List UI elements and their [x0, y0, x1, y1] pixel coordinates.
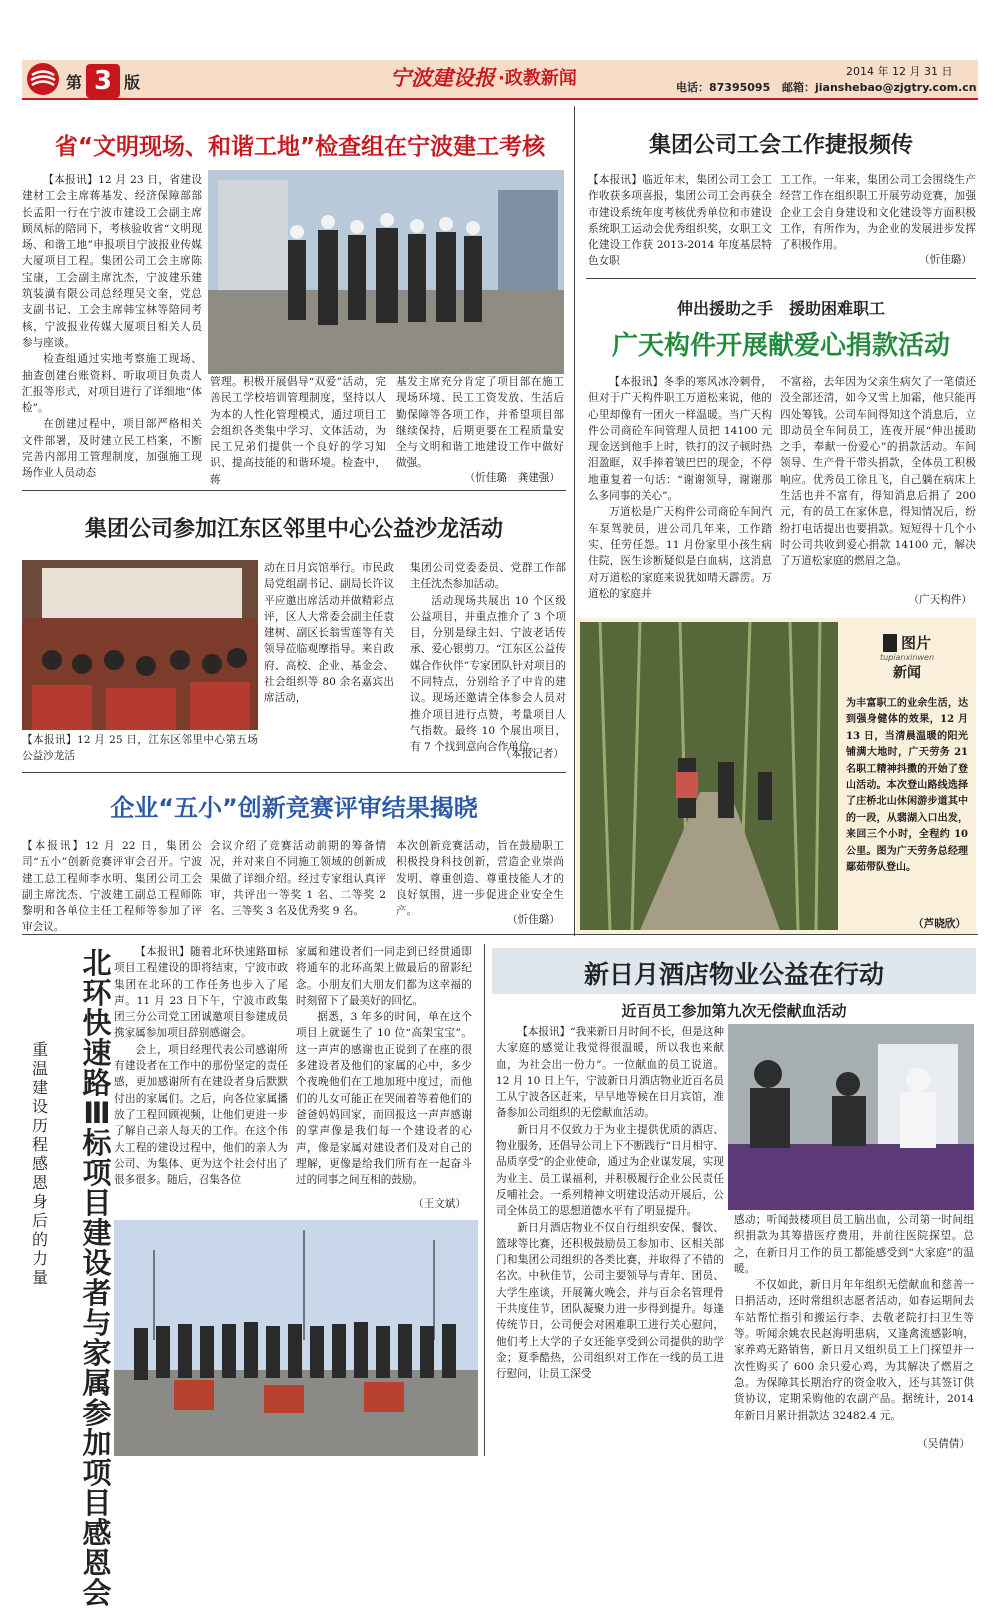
a1-col1-p3: 在创建过程中，项目部严格相关文件部署，及时建立民工档案，不断完善内部用工管理制度，加强施工现场作业人员动态	[22, 418, 202, 480]
a8-subtitle: 近百员工参加第九次无偿献血活动	[621, 1002, 847, 1020]
section-name: ·政教新闻	[498, 68, 577, 89]
logo-icon	[26, 62, 60, 96]
a5-col3: 本次创新竞赛活动，旨在鼓励职工积极投身科技创新，营造企业崇尚发明、尊重创造、尊重技能人才的良好氛围，进一步促进企业安全生产。	[396, 840, 564, 918]
a4-col2-p2: 活动现场共展出 10 个区级公益项目，并重点推介了 3 个项目，分别是绿主妇、宁波老话传承、爱心银剪刀。“江东区公益传媒合作伙伴”专家团队针对项目的不同特点，分别给予了中肯的建议。现场还邀请全体参会人员对推介项目进行点赞，考量项目人气指数。最终 10 个展出项目，有 7 个找到意向合作单位。	[410, 594, 566, 754]
a3-col1-p1: 【本报讯】冬季的寒风冰冷刺骨，但对于广天构件职工万道松来说，他的心里却像有一团火一样温暖。当广天构件公司商砼车间管理人员把 14100 元现金送到他手上时，铁打的汉子顿时热泪盈眶，双手捧着皱巴巴的现金，不停地重复着一句话：“谢谢领导，谢谢那么多同事的关心”。	[588, 376, 772, 503]
a8-col1-p1: 【本报讯】“我来新日月时间不长，但是这种大家庭的感觉让我觉得很温暖，所以我也来献血，为社会出一份力”。一位献血的员工说道。12 月 10 日上午，宁波新日月酒店物业近百名员工从宁波各区赶来，早早地等候在日月宾馆，准备参加公司组织的无偿献血活动。	[496, 1026, 724, 1120]
a7-col2-p2: 据悉，3 年多的时间，单在这个项目上就诞生了 10 位“高架宝宝”。这一声声的感谢也正说到了在座的很多建设者及他们的家属的心中，多少个夜晚他们在工地加班中度过，而他们的儿女可能正在哭闹着等着他们的爸爸妈妈回家，而回报这一声声感谢的掌声像是我们每一个建设者的心声，像是家属对建设者们及对自己的理解，更像是给我们所有在一起奋斗过的同事之间互相的鼓励。	[296, 1011, 472, 1187]
a8-col2-p2: 不仅如此，新日月年年组织无偿献血和慈善一日捐活动，还时常组织志愿者活动，如春运期间去车站帮忙指引和搬运行李、去敬老院打扫卫生等等。听闻余姚农民赵海明患病，又逢禽流感影响，家养鸡无路销售，新日月又组织员工上门探望并一次性购买了 600 余只爱心鸡，为其解决了燃眉之急。为保障其长期治疗的资金收入，还与其签订供货协议，定期采购他的农副产品。据统计，2014 年新日月累计捐款达 32482.4 元。	[734, 1279, 974, 1422]
a7-sign: （王文斌）	[413, 1198, 466, 1210]
a4-sign: （本报记者）	[500, 748, 564, 760]
page-label	[66, 64, 140, 98]
divider	[22, 772, 566, 773]
contact-email: 邮箱：jianshebao@zjgtry.com.cn	[782, 81, 977, 94]
a8-col1-p2: 新日月不仅致力于为业主提供优质的酒店、物业服务，还倡导公司上下不断践行“日月相守、品质享受”的企业使命，通过为企业谋发展，实现为业主、员工谋福利，并积极履行企业公民责任反哺社会。一系列精神文明建设活动开展后，公司全体员工的思想道德水平有了明显提升。	[496, 1123, 724, 1218]
a2-title: 集团公司工会工作捷报频传	[648, 133, 913, 158]
a8-col1-p3: 新日月酒店物业不仅自行组织安保、餐饮、篮球等比赛，还积极鼓励员工参加市、区相关部门和集团公司组织的各类比赛，并取得了不错的名次。中秋佳节，公司主要领导与青年、团员、大学生座谈，开展篝火晚会，并与百余名管理骨干共度佳节，团队凝聚力进一步得到提升。每逢传统节日，公司便会对困难职工进行关心慰问，他们考上大学的子女还能享受到公司提供的助学金；夏季酷热，公司组织对工作在一线的员工进行慰问，让员工深受	[496, 1221, 724, 1381]
a1-col1-p1: 【本报讯】12 月 23 日，省建设建材工会主席蒋基发、经济保障部部长孟阳一行在宁波市建设工会副主席顾凤标的陪同下，考核验收省“文明现场、和谐工地”申报项目宁波报业传媒大厦项目工程。集团公司工会主席陈宝康，工会副主席沈杰，宁波建乐建筑装潢有限公司总经理吴文奎，党总支副书记、工会主席韩宝林等陪同考核，宁波报业传媒大厦项目相关人员参与座谈。	[22, 174, 202, 349]
a8-col2-p1: 感动；听闻鼓楼项目员工脑出血，公司第一时间组织捐款为其筹措医疗费用，并前往医院探望。总之，在新日月工作的员工都能感受到“大家庭”的温暖。	[734, 1214, 974, 1275]
a3-col1-p2: 万道松是广天构件公司商砼车间汽车泵驾驶员，进公司几年来，工作踏实、任劳任怨。11 月份家里小孩生病住院，医生诊断疑似是白血病，这消息对万道松的家庭来说犹如晴天霹雳。万道松的家庭并	[588, 506, 772, 600]
contact-phone: 电话：87395095	[676, 81, 771, 94]
paper-name: 宁波建设报	[390, 65, 495, 90]
a4-title: 集团公司参加江东区邻里中心公益沙龙活动	[84, 517, 503, 542]
a6-sign: （芦晓欣）	[913, 918, 966, 930]
a7-subtitle: 重温建设历程 感恩身后的力量	[31, 1040, 65, 1287]
divider	[22, 490, 566, 491]
page-prefix: 第	[66, 72, 83, 92]
column-divider	[574, 106, 575, 936]
a8-title: 新日月酒店物业公益在行动	[583, 960, 884, 989]
a1-title: 省“文明现场、和谐工地”检查组在宁波建工考核	[54, 134, 546, 160]
a6-badge-word: 新闻	[893, 665, 921, 681]
a8-sign: （吴倩倩）	[917, 1438, 970, 1450]
a4-col1: 动在日月宾馆举行。市民政局党组副书记、副局长许议平应邀出席活动并做精彩点评，区人大常委会副主任袁建树、副区长翁雪莲等有关领导莅临观摩指导。来自政府、高校、企业、基金会、社会组织等 80 余名嘉宾出席活动，	[264, 562, 394, 705]
page-number: 3	[86, 64, 120, 98]
a8-col2	[734, 1212, 974, 1436]
a6-badge-text: 图片	[883, 634, 931, 652]
a4-intro: 【本报讯】12 月 25 日，江东区邻里中心第五场公益沙龙活	[22, 734, 258, 763]
divider	[586, 278, 976, 279]
a8-col1	[496, 1024, 724, 1456]
a6-caption: 为丰富职工的业余生活，达到强身健体的效果，12 月 13 日，当清晨温暖的阳光铺满大地时，广天劳务 21 名职工精神抖擞的开始了登山活动。本次登山路线选择了庄桥北山休闲游步道其中的一段，从翡湖入口出发，来回三个小时，全程约 10 公里。图为广天劳务总经理鄢茹带队登山。	[846, 698, 968, 874]
a3-col2: 不富裕，去年因为父亲生病欠了一笔债还没全部还清，如今又雪上加霜，他只能再四处筹钱。公司车间得知这个消息后，立即动员全车间员工，连夜开展“伸出援助之手，奉献一份爱心”的捐款活动。车间领导、生产骨干带头捐款，全体员工积极响应。优秀员工徐且飞，自己躺在病床上生活也并不富有，得知消息后捐了 200 元，有的员工在家休息，得知情况后，纷纷打电话提出也要捐款。短短得十几个小时公司共收到爱心捐款 14100 元，解决了万道松家庭的燃眉之急。	[780, 376, 976, 568]
a6-photo	[580, 622, 838, 930]
a7-col2	[296, 944, 472, 1192]
a7-photo	[114, 1220, 478, 1456]
a5-title: 企业“五小”创新竞赛评审结果揭晓	[110, 794, 478, 822]
a7-col1-p2: 会上，项目经理代表公司感谢所有建设者在工作中的那份坚定的责任感，更加感谢所有在建设者身后默默付出的家属们。之后，向各位家属播放了工程回顾视频，让他们更进一步了解自己亲人每天的工作。在这个伟大工程的建设过程中，他们的亲人为公司、为集体、更为这个社会付出了很多很多。随后，召集各位	[114, 1043, 288, 1187]
a2-sign: （忻佳璐）	[919, 254, 972, 266]
a5-col1: 【本报讯】12 月 22 日，集团公司“五小”创新竞赛评审会召开。宁波建工总工程师李水明、集团公司工会副主席沈杰、宁波建工副总工程师陈黎明和各单位主任工程师等参加了评审会议。	[22, 840, 202, 934]
a3-col1	[588, 374, 772, 608]
column-divider	[484, 944, 485, 1456]
a1-col1	[22, 172, 202, 482]
a1-col1-p2: 检查组通过实地考察施工现场、抽查创建台账资料、听取项目负责人汇报等形式，对项目进行了详细地“体检”。	[22, 353, 202, 415]
a3-title: 广天构件开展献爱心捐款活动	[611, 331, 950, 361]
a1-col2: 管理。积极开展倡导“双爱”活动，完善民工学校培训管理制度，坚持以人为本的人性化管理模式，通过项目工会组织各类集中学习、文体活动，为民工兄弟们提供一个良好的学习知识、提高技能的和谐环境。检查中，蒋	[210, 376, 386, 486]
a4-col2-p1: 集团公司党委委员、党群工作部主任沈杰参加活动。	[410, 562, 566, 591]
a7-col2-p1: 家属和建设者们一同走到已经贯通即将通车的北环高架上做最后的留影纪念。小朋友们大朋友们都为这幸福的时刻留下了最美好的回忆。	[296, 946, 472, 1007]
a2-col2: 工工作。一年来，集团公司工会围绕生产经营工作在组织职工开展劳动竞赛，加强企业工会自身建设和文化建设等方面积极工作，有所作为，为企业的发展进步发挥了积极作用。	[780, 174, 976, 252]
a1-col3: 基发主席充分肯定了项目部在施工现场环境、民工工资发放、生活后勤保障等各项工作，并希望项目部继续保持，后期更要在工程质量安全与文明和谐工地建设工作中做好做强。	[396, 376, 564, 470]
divider	[22, 934, 978, 935]
a1-sign: （忻佳璐 龚建强）	[464, 472, 560, 484]
a3-sign: （广天构件）	[908, 594, 972, 606]
a7-title: 北环快速路Ⅲ标项目建设者与家属参加项目感恩会	[82, 946, 112, 1610]
a2-col1: 【本报讯】临近年末，集团公司工会工作收获多项喜报，集团公司工会再获全市建设系统年度考核优秀单位和市建设系统职工运动会优秀组织奖，女职工文化建设工作获 2013-2014 年度基层特色女职	[588, 174, 772, 268]
a6-badge	[846, 632, 968, 688]
a5-col2: 会议介绍了竞赛活动前期的筹备情况，并对来自不同施工领域的创新成果做了详细介绍。经过专家组认真评审，共评出一等奖 1 名、二等奖 2 名、三等奖 3 名及优秀奖 9 名。	[210, 840, 386, 918]
a1-photo	[208, 170, 564, 374]
a4-photo	[22, 560, 258, 730]
a7-col1-p1: 【本报讯】随着北环快速路Ⅲ标项目工程建设的即将结束，宁波市政集团在北环的工作任务也步入了尾声。11 月 23 日下午，宁波市政集团三分公司党工团诚邀项目参建成员携家属参加项目辞别感谢会。	[114, 946, 288, 1040]
page-suffix: 版	[124, 72, 141, 92]
a8-photo	[728, 1024, 974, 1210]
issue-date: 2014 年 12 月 31 日	[846, 65, 953, 78]
a6-badge-label	[846, 632, 968, 653]
a6-badge-pinyin: tupianxinwen	[879, 653, 935, 662]
a5-sign: （忻佳璐）	[507, 914, 560, 926]
a3-kicker: 伸出援助之手 援助困难职工	[676, 299, 885, 318]
a7-col1	[114, 944, 288, 1220]
